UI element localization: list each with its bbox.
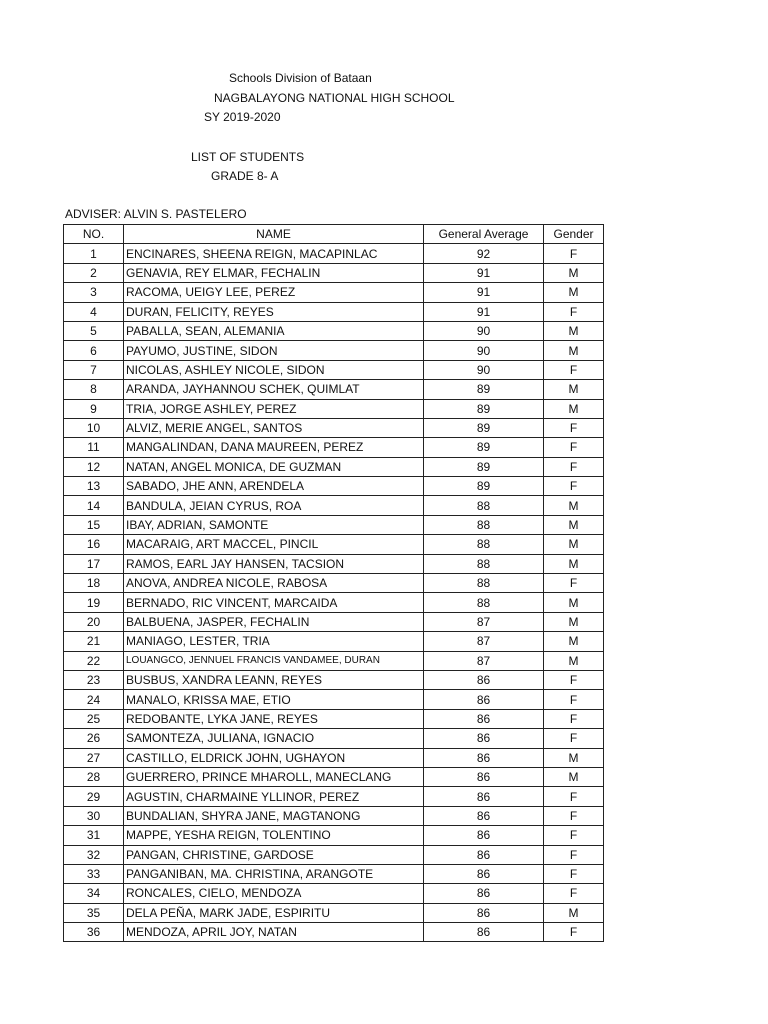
table-header-row xyxy=(64,225,604,244)
general-average: 89 xyxy=(424,438,544,457)
general-average: 89 xyxy=(424,457,544,476)
student-name: TRIA, JORGE ASHLEY, PEREZ xyxy=(124,399,424,418)
row-number: 28 xyxy=(64,767,124,786)
student-name: ALVIZ, MERIE ANGEL, SANTOS xyxy=(124,418,424,437)
row-number: 19 xyxy=(64,593,124,612)
table-row xyxy=(64,535,604,554)
student-name: LOUANGCO, JENNUEL FRANCIS VANDAMEE, DURAN xyxy=(124,651,424,670)
table-row xyxy=(64,438,604,457)
row-number: 14 xyxy=(64,496,124,515)
general-average: 86 xyxy=(424,787,544,806)
student-name: MAPPE, YESHA REIGN, TOLENTINO xyxy=(124,826,424,845)
table-row xyxy=(64,670,604,689)
general-average: 88 xyxy=(424,535,544,554)
table-row xyxy=(64,864,604,883)
table-row xyxy=(64,903,604,922)
row-number: 30 xyxy=(64,806,124,825)
gender: F xyxy=(544,923,604,942)
column-header-gender: Gender xyxy=(544,225,604,244)
table-row xyxy=(64,477,604,496)
gender: M xyxy=(544,612,604,631)
list-title: LIST OF STUDENTS xyxy=(191,150,305,164)
row-number: 20 xyxy=(64,612,124,631)
table-row xyxy=(64,826,604,845)
student-name: MENDOZA, APRIL JOY, NATAN xyxy=(124,923,424,942)
gender: M xyxy=(544,283,604,302)
row-number: 34 xyxy=(64,884,124,903)
table-row xyxy=(64,341,604,360)
row-number: 36 xyxy=(64,923,124,942)
row-number: 33 xyxy=(64,864,124,883)
general-average: 87 xyxy=(424,612,544,631)
table-row xyxy=(64,321,604,340)
student-name: ENCINARES, SHEENA REIGN, MACAPINLAC xyxy=(124,244,424,263)
gender: F xyxy=(544,302,604,321)
general-average: 88 xyxy=(424,515,544,534)
row-number: 2 xyxy=(64,263,124,282)
table-row xyxy=(64,283,604,302)
table-row xyxy=(64,496,604,515)
adviser-line: ADVISER: ALVIN S. PASTELERO xyxy=(65,207,247,221)
general-average: 88 xyxy=(424,496,544,515)
student-name: PANGANIBAN, MA. CHRISTINA, ARANGOTE xyxy=(124,864,424,883)
row-number: 25 xyxy=(64,709,124,728)
row-number: 27 xyxy=(64,748,124,767)
student-name: REDOBANTE, LYKA JANE, REYES xyxy=(124,709,424,728)
student-name: PANGAN, CHRISTINE, GARDOSE xyxy=(124,845,424,864)
general-average: 86 xyxy=(424,826,544,845)
general-average: 86 xyxy=(424,884,544,903)
general-average: 89 xyxy=(424,418,544,437)
row-number: 5 xyxy=(64,321,124,340)
row-number: 12 xyxy=(64,457,124,476)
gender: F xyxy=(544,729,604,748)
grade-section: GRADE 8- A xyxy=(211,169,279,183)
table-row xyxy=(64,709,604,728)
general-average: 87 xyxy=(424,651,544,670)
student-name: MANGALINDAN, DANA MAUREEN, PEREZ xyxy=(124,438,424,457)
table-row xyxy=(64,399,604,418)
row-number: 7 xyxy=(64,360,124,379)
student-name: ANOVA, ANDREA NICOLE, RABOSA xyxy=(124,574,424,593)
column-header-name: NAME xyxy=(124,225,424,244)
row-number: 3 xyxy=(64,283,124,302)
gender: F xyxy=(544,477,604,496)
table-row xyxy=(64,302,604,321)
student-name: BALBUENA, JASPER, FECHALIN xyxy=(124,612,424,631)
gender: M xyxy=(544,535,604,554)
table-row xyxy=(64,923,604,942)
gender: M xyxy=(544,748,604,767)
student-name: CASTILLO, ELDRICK JOHN, UGHAYON xyxy=(124,748,424,767)
row-number: 4 xyxy=(64,302,124,321)
general-average: 88 xyxy=(424,554,544,573)
general-average: 90 xyxy=(424,360,544,379)
row-number: 13 xyxy=(64,477,124,496)
table-row xyxy=(64,767,604,786)
student-name: GENAVIA, REY ELMAR, FECHALIN xyxy=(124,263,424,282)
general-average: 88 xyxy=(424,574,544,593)
gender: M xyxy=(544,632,604,651)
row-number: 9 xyxy=(64,399,124,418)
row-number: 29 xyxy=(64,787,124,806)
student-name: DURAN, FELICITY, REYES xyxy=(124,302,424,321)
table-row xyxy=(64,748,604,767)
row-number: 18 xyxy=(64,574,124,593)
gender: M xyxy=(544,903,604,922)
student-name: BUSBUS, XANDRA LEANN, REYES xyxy=(124,670,424,689)
student-name: PAYUMO, JUSTINE, SIDON xyxy=(124,341,424,360)
general-average: 86 xyxy=(424,923,544,942)
student-name: BANDULA, JEIAN CYRUS, ROA xyxy=(124,496,424,515)
student-list-table xyxy=(63,224,604,942)
row-number: 26 xyxy=(64,729,124,748)
row-number: 1 xyxy=(64,244,124,263)
general-average: 89 xyxy=(424,399,544,418)
gender: F xyxy=(544,418,604,437)
general-average: 86 xyxy=(424,903,544,922)
student-name: RACOMA, UEIGY LEE, PEREZ xyxy=(124,283,424,302)
gender: F xyxy=(544,670,604,689)
general-average: 86 xyxy=(424,806,544,825)
table-row xyxy=(64,380,604,399)
row-number: 10 xyxy=(64,418,124,437)
gender: F xyxy=(544,457,604,476)
general-average: 92 xyxy=(424,244,544,263)
student-name: AGUSTIN, CHARMAINE YLLINOR, PEREZ xyxy=(124,787,424,806)
table-row xyxy=(64,515,604,534)
row-number: 24 xyxy=(64,690,124,709)
table-row xyxy=(64,263,604,282)
row-number: 21 xyxy=(64,632,124,651)
table-row xyxy=(64,787,604,806)
table-row xyxy=(64,845,604,864)
gender: M xyxy=(544,321,604,340)
school-year: SY 2019-2020 xyxy=(204,110,281,124)
student-name: GUERRERO, PRINCE MHAROLL, MANECLANG xyxy=(124,767,424,786)
table-row xyxy=(64,418,604,437)
student-name: NATAN, ANGEL MONICA, DE GUZMAN xyxy=(124,457,424,476)
student-name: ARANDA, JAYHANNOU SCHEK, QUIMLAT xyxy=(124,380,424,399)
gender: F xyxy=(544,438,604,457)
student-name: MANIAGO, LESTER, TRIA xyxy=(124,632,424,651)
general-average: 90 xyxy=(424,321,544,340)
gender: F xyxy=(544,574,604,593)
row-number: 16 xyxy=(64,535,124,554)
row-number: 35 xyxy=(64,903,124,922)
student-name: MANALO, KRISSA MAE, ETIO xyxy=(124,690,424,709)
gender: M xyxy=(544,651,604,670)
row-number: 22 xyxy=(64,651,124,670)
school-name: NAGBALAYONG NATIONAL HIGH SCHOOL xyxy=(214,91,455,105)
column-header-general-average: General Average xyxy=(424,225,544,244)
general-average: 91 xyxy=(424,283,544,302)
general-average: 86 xyxy=(424,864,544,883)
general-average: 89 xyxy=(424,477,544,496)
table-row xyxy=(64,612,604,631)
gender: F xyxy=(544,806,604,825)
table-row xyxy=(64,457,604,476)
gender: F xyxy=(544,864,604,883)
student-name: SAMONTEZA, JULIANA, IGNACIO xyxy=(124,729,424,748)
student-name: MACARAIG, ART MACCEL, PINCIL xyxy=(124,535,424,554)
table-row xyxy=(64,632,604,651)
gender: M xyxy=(544,767,604,786)
student-name: SABADO, JHE ANN, ARENDELA xyxy=(124,477,424,496)
row-number: 6 xyxy=(64,341,124,360)
table-row xyxy=(64,884,604,903)
student-name: RONCALES, CIELO, MENDOZA xyxy=(124,884,424,903)
general-average: 86 xyxy=(424,767,544,786)
student-name: BUNDALIAN, SHYRA JANE, MAGTANONG xyxy=(124,806,424,825)
table-row xyxy=(64,554,604,573)
student-name: IBAY, ADRIAN, SAMONTE xyxy=(124,515,424,534)
gender: M xyxy=(544,515,604,534)
general-average: 89 xyxy=(424,380,544,399)
row-number: 11 xyxy=(64,438,124,457)
table-row xyxy=(64,651,604,670)
row-number: 17 xyxy=(64,554,124,573)
gender: F xyxy=(544,884,604,903)
gender: F xyxy=(544,787,604,806)
table-row xyxy=(64,574,604,593)
student-name: NICOLAS, ASHLEY NICOLE, SIDON xyxy=(124,360,424,379)
general-average: 90 xyxy=(424,341,544,360)
gender: M xyxy=(544,380,604,399)
general-average: 91 xyxy=(424,263,544,282)
gender: F xyxy=(544,845,604,864)
table-row xyxy=(64,690,604,709)
table-row xyxy=(64,806,604,825)
gender: F xyxy=(544,690,604,709)
table-row xyxy=(64,244,604,263)
general-average: 87 xyxy=(424,632,544,651)
general-average: 86 xyxy=(424,709,544,728)
student-name: PABALLA, SEAN, ALEMANIA xyxy=(124,321,424,340)
table-body xyxy=(64,244,604,942)
gender: M xyxy=(544,593,604,612)
general-average: 86 xyxy=(424,729,544,748)
gender: M xyxy=(544,496,604,515)
row-number: 8 xyxy=(64,380,124,399)
table-row xyxy=(64,593,604,612)
gender: F xyxy=(544,826,604,845)
general-average: 86 xyxy=(424,748,544,767)
table-row xyxy=(64,729,604,748)
general-average: 86 xyxy=(424,845,544,864)
row-number: 31 xyxy=(64,826,124,845)
general-average: 91 xyxy=(424,302,544,321)
division-name: Schools Division of Bataan xyxy=(229,71,372,85)
student-name: DELA PEÑA, MARK JADE, ESPIRITU xyxy=(124,903,424,922)
gender: F xyxy=(544,360,604,379)
student-name: BERNADO, RIC VINCENT, MARCAIDA xyxy=(124,593,424,612)
gender: M xyxy=(544,263,604,282)
column-header-no: NO. xyxy=(64,225,124,244)
general-average: 86 xyxy=(424,690,544,709)
row-number: 32 xyxy=(64,845,124,864)
row-number: 15 xyxy=(64,515,124,534)
general-average: 86 xyxy=(424,670,544,689)
gender: F xyxy=(544,709,604,728)
gender: F xyxy=(544,244,604,263)
table-row xyxy=(64,360,604,379)
general-average: 88 xyxy=(424,593,544,612)
gender: M xyxy=(544,399,604,418)
gender: M xyxy=(544,341,604,360)
gender: M xyxy=(544,554,604,573)
row-number: 23 xyxy=(64,670,124,689)
student-name: RAMOS, EARL JAY HANSEN, TACSION xyxy=(124,554,424,573)
